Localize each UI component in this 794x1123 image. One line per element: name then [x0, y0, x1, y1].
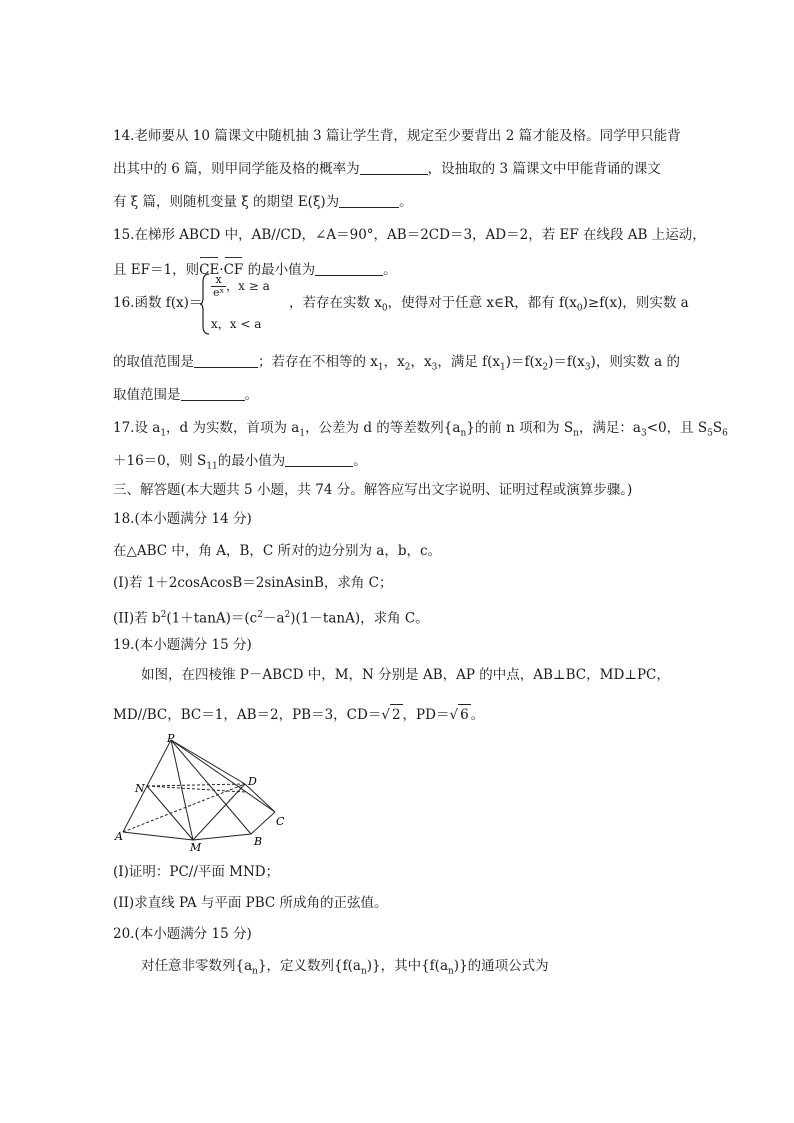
q20-title: 20.(本小题满分 15 分) — [113, 926, 252, 942]
q16-case2: x，x < a — [211, 317, 262, 331]
pyramid-figure — [113, 732, 293, 854]
brace-icon — [199, 272, 211, 336]
q20-line1: 对任意非零数列$\{a_n\}$，定义数列$\{f(a_n)\}$，其中$\{f(a_n)\}$的通项公式为 — [141, 958, 549, 977]
answer-blank — [315, 261, 383, 276]
label-d: D — [248, 775, 257, 788]
q19-line1: 如图，在四棱锥 P－ABCD 中，M，N 分别是 AB，AP 的中点，AB⊥BC，MD⊥PC， — [141, 667, 670, 683]
q18-part2: (II)若 $b^2(1+\tan A)=(c^2-a^2)(1-\tan A)$，求角 C。 — [113, 610, 429, 627]
answer-blank — [285, 452, 353, 467]
q19-line2: MD//BC，BC＝1，AB＝2，PB＝3，CD＝√ 2 ，PD＝√ 6 。 — [113, 704, 484, 725]
q19-title: 19.(本小题满分 15 分) — [113, 637, 252, 653]
label-c: C — [276, 815, 285, 828]
q17-line2: ＋16＝0，则 $S_{11}$的最小值为 。 — [113, 453, 367, 472]
q16-case1: $\frac{x}{\text{eˣ}}$ ，x ≥ a — [213, 273, 270, 299]
q16-line1-rest: ，若存在实数 $x_0$，使得对于任意 x∈R，都有 $f(x_0)\ge f(x)$，则实数 a — [289, 295, 689, 314]
answer-blank — [194, 353, 258, 368]
q18-title: 18.(本小题满分 14 分) — [113, 511, 252, 527]
label-m: M — [190, 841, 202, 854]
label-n: N — [135, 782, 145, 795]
q19-part2: (II)求直线 PA 与平面 PBC 所成角的正弦值。 — [113, 895, 388, 911]
q19-part1: (I)证明：PC//平面 MND； — [113, 864, 280, 880]
q15-line1: 15.在梯形 ABCD 中，AB//CD，∠A＝90°，AB＝2CD＝3，AD＝2，若 EF 在线段 AB 上运动， — [113, 227, 706, 243]
q15-line2: 且 EF＝1，则CE·CF 的最小值为 。 — [113, 262, 397, 278]
q14-line1: 14.老师要从 10 篇课文中随机抽 3 篇让学生背，规定至少要背出 2 篇才能及格。同学甲只能背 — [113, 128, 681, 144]
answer-blank — [339, 193, 399, 208]
vector-cf: CF — [223, 262, 244, 278]
q16-line1: 16.函数 f(x)＝ — [113, 295, 203, 311]
label-b: B — [254, 835, 263, 848]
answer-blank — [181, 386, 245, 401]
label-p: P — [167, 732, 175, 745]
q16-line2: 的取值范围是 ；若存在不相等的 $x_1$，$x_2$，$x_3$，满足 $f(x_1)=f(x_2)=f(x_3)$，则实数 a 的 — [113, 354, 680, 373]
fraction: $\frac{x}{\text{eˣ}}$ — [213, 273, 225, 299]
q18-part1: (I)若 1＋2cosAcosB＝2sinAsinB，求角 C； — [113, 575, 393, 591]
q16-line3: 取值范围是 。 — [113, 387, 258, 403]
label-a: A — [115, 830, 123, 843]
answer-blank — [360, 160, 428, 175]
vector-ce: CE — [199, 262, 220, 278]
q14-line2: 出其中的 6 篇，则甲同学能及格的概率为 ，设抽取的 3 篇课文中甲能背诵的课文 — [113, 161, 661, 177]
q14-line3: 有 ξ 篇，则随机变量 ξ 的期望 E(ξ)为 。 — [113, 194, 413, 210]
q18-intro: 在△ABC 中，角 A，B，C 所对的边分别为 a，b，c。 — [113, 543, 442, 559]
q17-line1: 17.设 $a_1$，d 为实数，首项为 $a_1$，公差为 d 的等差数列$\{a_n\}$的前 n 项和为 $S_n$，满足：$a_3<0$，且 $S_5S_6$ — [113, 420, 728, 439]
section-heading: 三、解答题(本大题共 5 小题，共 74 分。解答应写出文字说明、证明过程或演算步骤。) — [113, 482, 633, 498]
